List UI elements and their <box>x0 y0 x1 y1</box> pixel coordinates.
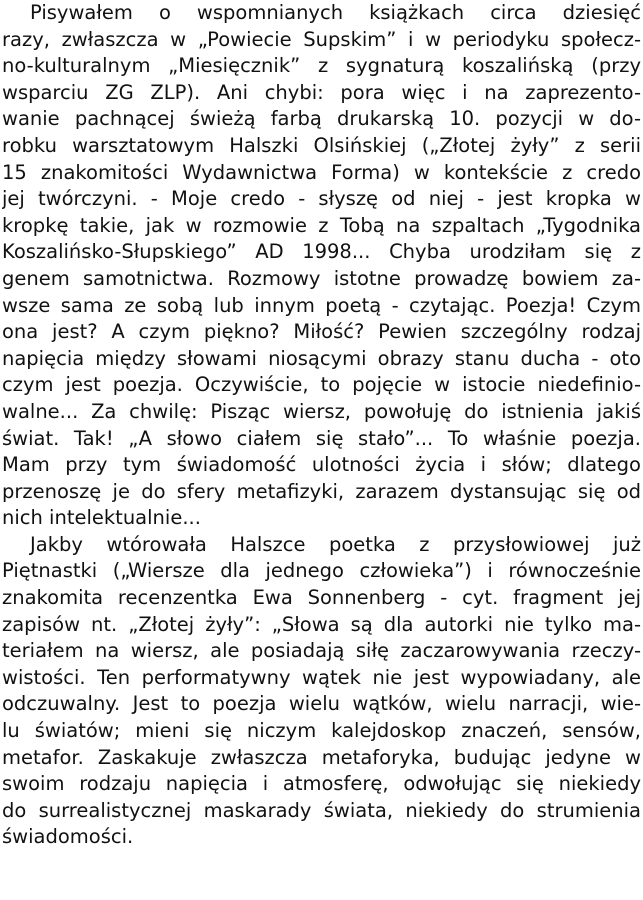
document-page <box>2 0 641 851</box>
text-line: znakomita recenzentka Ewa Sonnenberg - cyt. fragment jej <box>2 586 641 610</box>
text-line: 15 znakomitości Wydawnictwa Forma) w kontekście z credo <box>2 160 641 184</box>
text-line: świadomości. <box>2 825 134 849</box>
text-line: napięcia między słowami niosącymi obrazy stanu ducha - oto <box>2 346 641 370</box>
text-line: wanie pachnącej świeżą farbą drukarską 10. pozycji w do- <box>2 107 641 131</box>
paragraph-1 <box>2 0 641 532</box>
paragraph-2 <box>2 532 641 851</box>
text-line: ona jest? A czym piękno? Miłość? Pewien szczególny rodzaj <box>2 320 641 344</box>
text-line: metafor. Zaskakuje zwłaszcza metaforyka, budując jedyne w <box>2 745 641 769</box>
text-line: Koszalińsko-Słupskiego” AD 1998... Chyba urodziłam się z <box>2 240 641 264</box>
text-line: nich intelektualnie... <box>2 506 201 530</box>
text-line: lu światów; mieni się niczym kalejdoskop znaczeń, sensów, <box>2 719 641 743</box>
text-line: do surrealistycznej maskarady świata, niekiedy do strumienia <box>2 798 641 822</box>
text-line: odczuwalny. Jest to poezja wielu wątków, wielu narracji, wie- <box>2 692 641 716</box>
text-line: genem samotnictwa. Rozmowy istotne prowadzę bowiem za- <box>2 266 641 290</box>
text-line: no-kulturalnym „Miesięcznik” z sygnaturą koszalińską (przy <box>2 54 641 78</box>
text-line: Jakby wtórowała Halszce poetka z przysłowiowej już <box>30 532 641 556</box>
text-line: świat. Tak! „A słowo ciałem się stało”... To właśnie poezja. <box>2 426 641 450</box>
text-line: razy, zwłaszcza w „Powiecie Supskim” i w periodyku społecz- <box>2 27 641 51</box>
text-line: zapisów nt. „Złotej żyły”: „Słowa są dla autorki nie tylko ma- <box>2 612 641 636</box>
text-line: teriałem na wiersz, ale posiadają siłę zaczarowywania rzeczy- <box>2 639 641 663</box>
text-line: robku warsztatowym Halszki Olsińskiej („Złotej żyły” z serii <box>2 133 641 157</box>
text-line: Pisywałem o wspomnianych książkach circa dziesięć <box>30 1 641 24</box>
text-line: wistości. Ten performatywny wątek nie jest wypowiadany, ale <box>2 665 641 689</box>
text-line: walne... Za chwilę: Pisząc wiersz, powołuję do istnienia jakiś <box>2 399 641 423</box>
text-line: Mam przy tym świadomość ulotności życia i słów; dlatego <box>2 453 641 477</box>
text-line: kropkę takie, jak w rozmowie z Tobą na szpaltach „Tygodnika <box>2 213 641 237</box>
text-line: jej twórczyni. - Moje credo - słyszę od niej - jest kropka w <box>2 187 641 211</box>
text-line: wsze sama ze sobą lub innym poetą - czytając. Poezja! Czym <box>2 293 641 317</box>
text-line: czym jest poezja. Oczywiście, to pojęcie w istocie niedefinio- <box>2 373 641 397</box>
text-line: swoim rodzaju napięcia i atmosferę, odwołując się niekiedy <box>2 772 641 796</box>
text-line: Piętnastki („Wiersze dla jednego człowieka”) i równocześnie <box>2 559 641 583</box>
text-line: przenoszę je do sfery metafizyki, zarazem dystansując się od <box>2 479 641 503</box>
text-line: wsparciu ZG ZLP). Ani chybi: pora więc i na zaprezento- <box>2 80 641 104</box>
